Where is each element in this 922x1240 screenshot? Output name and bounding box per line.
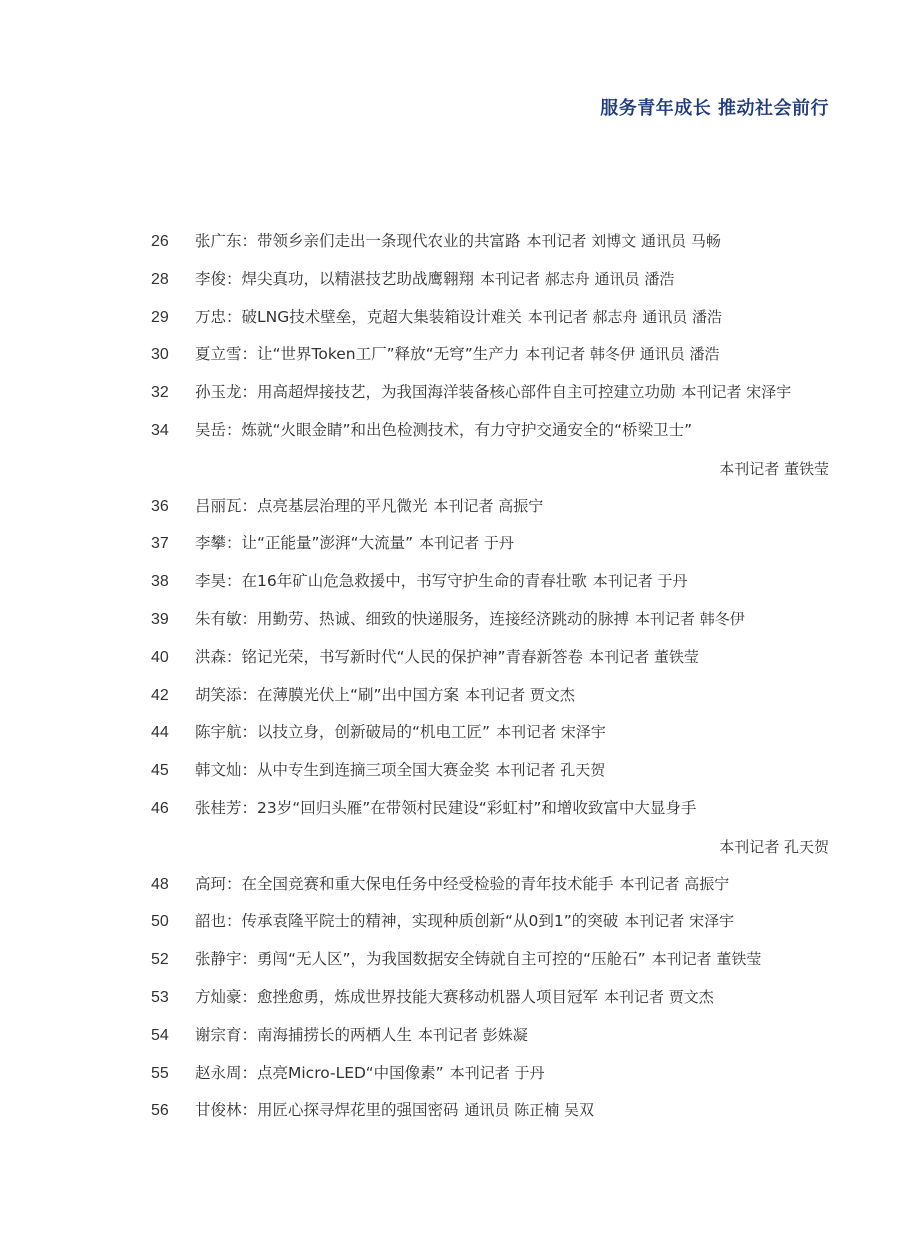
toc-page-number: 46 xyxy=(151,799,169,817)
toc-byline: 本刊记者 董铁莹 xyxy=(651,950,762,969)
toc-page-number: 45 xyxy=(151,762,169,780)
toc-title: 李攀：让“正能量”澎湃“大流量” xyxy=(195,534,414,553)
header-slogan: 服务青年成长 推动社会前行 xyxy=(600,98,829,119)
toc-page-number: 26 xyxy=(151,233,169,250)
toc-title: 洪森：铭记光荣，书写新时代“人民的保护神”青春新答卷 xyxy=(195,647,584,666)
toc-title: 李俊：焊尖真功，以精湛技艺助战鹰翱翔 xyxy=(195,269,475,288)
toc-page-number: 30 xyxy=(151,346,169,364)
toc-entry[interactable] xyxy=(151,493,881,531)
toc-entry[interactable] xyxy=(151,984,881,1022)
toc-page-number: 38 xyxy=(151,573,169,591)
toc-title: 甘俊林：用匠心探寻焊花里的强国密码 xyxy=(195,1101,459,1120)
toc-page-number: 50 xyxy=(151,913,169,931)
toc-title: 谢宗育：南海捕捞长的两栖人生 xyxy=(195,1025,413,1044)
toc-entry[interactable] xyxy=(151,1022,881,1060)
toc-page-number: 40 xyxy=(151,648,169,666)
toc-byline: 本刊记者 孔天贺 xyxy=(495,761,606,780)
toc-entry[interactable] xyxy=(151,530,881,568)
toc-byline: 本刊记者 郝志舟 通讯员 潘浩 xyxy=(480,269,675,288)
toc-byline: 本刊记者 董铁莹 xyxy=(719,459,829,478)
toc-title: 朱有敏：用勤劳、热诚、细致的快递服务，连接经济跳动的脉搏 xyxy=(195,609,630,628)
toc-byline: 本刊记者 贾文杰 xyxy=(604,987,714,1006)
toc-byline: 本刊记者 于丹 xyxy=(449,1063,545,1082)
toc-page-number: 52 xyxy=(151,951,169,969)
toc-entry[interactable] xyxy=(151,568,881,606)
toc-page-number: 32 xyxy=(151,384,169,402)
toc-title: 吕丽瓦：点亮基层治理的平凡微光 xyxy=(195,496,428,515)
toc-byline: 本刊记者 宋泽宇 xyxy=(624,912,735,931)
toc-byline: 本刊记者 董铁莹 xyxy=(589,647,699,666)
toc-entry[interactable] xyxy=(151,795,881,871)
toc-entry[interactable] xyxy=(151,908,881,946)
toc-title: 方灿豪：愈挫愈勇，炼成世界技能大赛移动机器人项目冠军 xyxy=(195,987,599,1006)
toc-page-number: 36 xyxy=(151,497,169,515)
toc-entry[interactable] xyxy=(151,417,881,493)
toc-title: 陈宇航：以技立身，创新破局的“机电工匠” xyxy=(195,723,491,742)
toc-byline: 本刊记者 韩冬伊 xyxy=(635,609,745,628)
toc-entry[interactable] xyxy=(151,1060,881,1098)
toc-entry[interactable] xyxy=(151,871,881,909)
toc-title: 胡笑添：在薄膜光伏上“刷”出中国方案 xyxy=(195,685,460,704)
toc-entry[interactable] xyxy=(151,719,881,757)
toc-title: 李昊：在16年矿山危急救援中，书写守护生命的青春壮歌 xyxy=(195,572,587,591)
toc-page-number: 56 xyxy=(151,1102,169,1120)
toc-byline: 通讯员 陈正楠 吴双 xyxy=(464,1101,595,1120)
toc-byline: 本刊记者 贾文杰 xyxy=(465,685,575,704)
toc-page-number: 37 xyxy=(151,535,169,553)
toc-byline: 本刊记者 郝志舟 通讯员 潘浩 xyxy=(527,307,723,326)
toc-byline: 本刊记者 于丹 xyxy=(592,572,688,591)
toc-byline: 本刊记者 刘博文 通讯员 马畅 xyxy=(526,232,721,250)
toc-page-number: 54 xyxy=(151,1026,169,1044)
toc-title: 吴岳：炼就“火眼金睛”和出色检测技术，有力守护交通安全的“桥梁卫士” xyxy=(195,420,693,439)
toc-page-number: 34 xyxy=(151,421,169,439)
toc-title: 夏立雪：让“世界Token工厂”释放“无穹”生产力 xyxy=(195,345,520,364)
toc-entry[interactable] xyxy=(151,266,881,304)
toc-title: 张静宇：勇闯“无人区”，为我国数据安全铸就自主可控的“压舱石” xyxy=(195,950,646,969)
toc-page-number: 28 xyxy=(151,270,169,288)
toc-byline: 本刊记者 于丹 xyxy=(419,534,514,553)
toc-title: 孙玉龙：用高超焊接技艺，为我国海洋装备核心部件自主可控建立功勋 xyxy=(195,383,676,402)
toc-byline: 本刊记者 宋泽宇 xyxy=(681,383,792,402)
toc-entry[interactable] xyxy=(151,606,881,644)
toc-byline: 本刊记者 高振宁 xyxy=(619,874,730,893)
toc-entry[interactable] xyxy=(151,682,881,720)
toc-page-number: 42 xyxy=(151,686,169,704)
toc-title: 张桂芳：23岁“回归头雁”在带领村民建设“彩虹村”和增收致富中大显身手 xyxy=(195,798,697,817)
toc-page-number: 39 xyxy=(151,610,169,628)
toc-title: 万忠：破LNG技术壁垒，克超大集装箱设计难关 xyxy=(195,307,522,326)
toc-byline: 本刊记者 孔天贺 xyxy=(719,837,829,856)
toc-title: 韶也：传承袁隆平院士的精神，实现种质创新“从0到1”的突破 xyxy=(195,912,619,931)
toc-entry[interactable] xyxy=(151,1097,881,1135)
toc-page-number: 29 xyxy=(151,308,169,326)
toc-page-number: 44 xyxy=(151,724,169,742)
toc-entry[interactable] xyxy=(151,946,881,984)
toc-entry[interactable] xyxy=(151,341,881,379)
toc-title: 赵永周：点亮Micro-LED“中国像素” xyxy=(195,1063,444,1082)
toc-page-number: 53 xyxy=(151,988,169,1006)
toc-entry[interactable] xyxy=(151,228,881,266)
toc-byline: 本刊记者 彭姝凝 xyxy=(418,1025,528,1044)
toc-entry[interactable] xyxy=(151,644,881,682)
toc-byline: 本刊记者 韩冬伊 通讯员 潘浩 xyxy=(525,345,720,364)
toc-title: 高珂：在全国竞赛和重大保电任务中经受检验的青年技术能手 xyxy=(195,874,614,893)
toc-byline: 本刊记者 宋泽宇 xyxy=(496,723,606,742)
toc-page-number: 55 xyxy=(151,1064,169,1082)
table-of-contents xyxy=(151,228,881,1135)
toc-title: 张广东：带领乡亲们走出一条现代农业的共富路 xyxy=(195,232,521,250)
toc-byline: 本刊记者 高振宁 xyxy=(433,496,544,515)
toc-title: 韩文灿：从中专生到连摘三项全国大赛金奖 xyxy=(195,761,490,780)
toc-entry[interactable] xyxy=(151,757,881,795)
toc-page-number: 48 xyxy=(151,875,169,893)
toc-entry[interactable] xyxy=(151,379,881,417)
toc-entry[interactable] xyxy=(151,304,881,342)
